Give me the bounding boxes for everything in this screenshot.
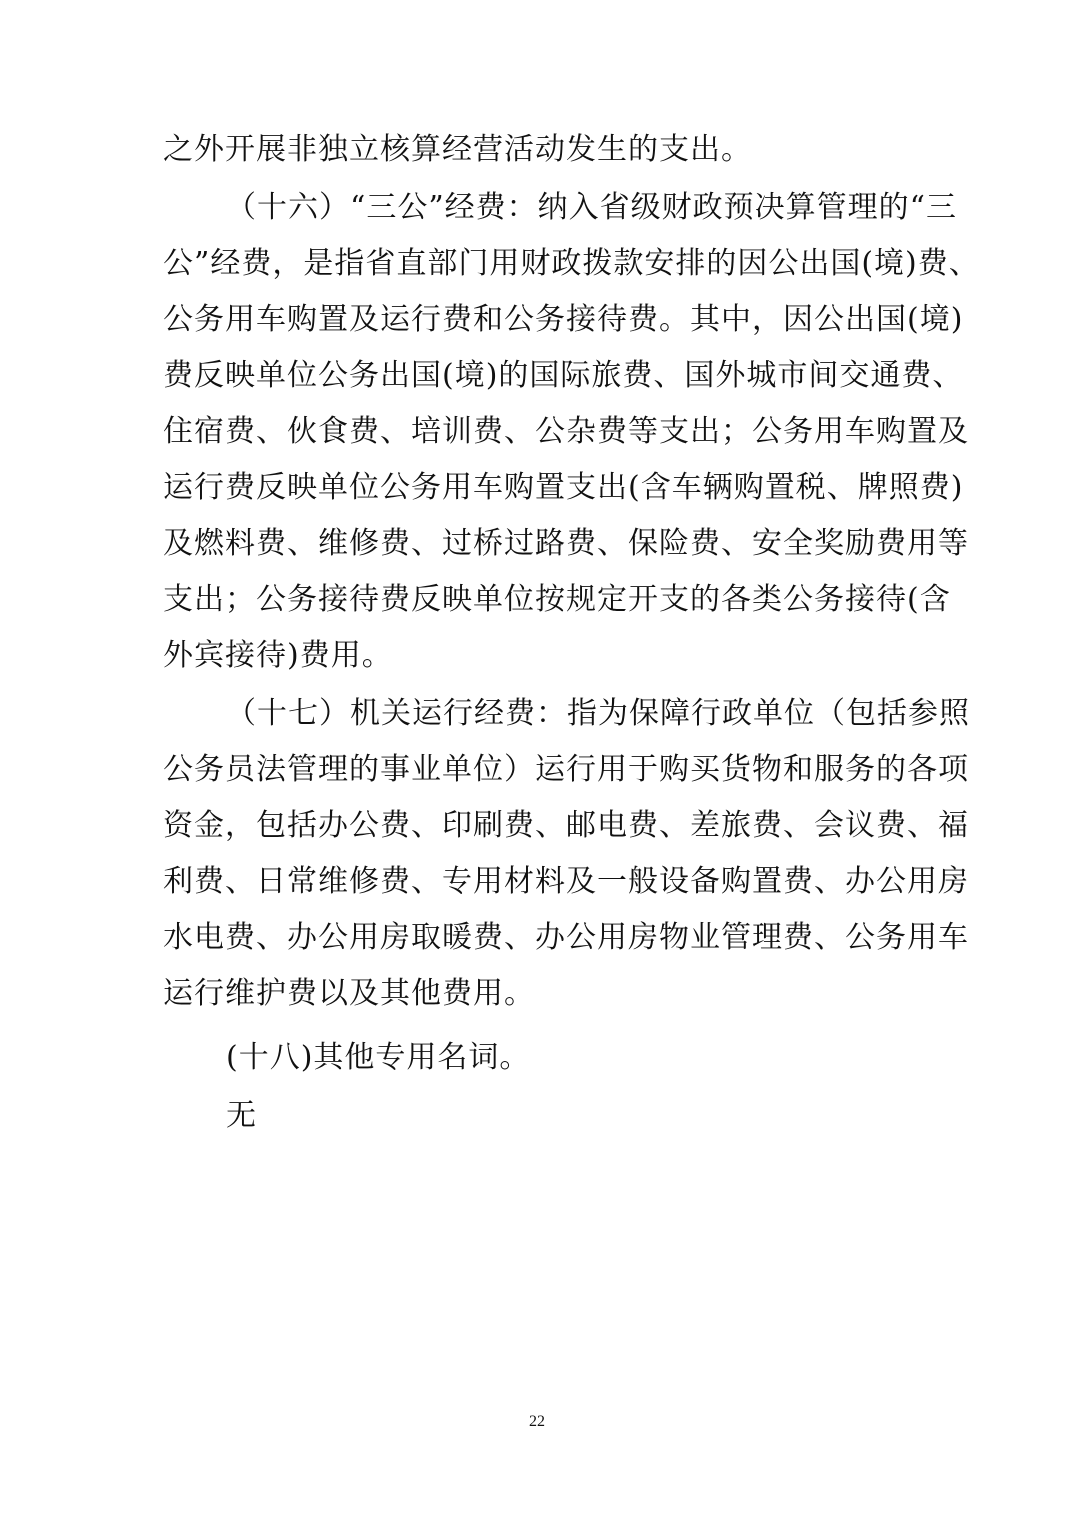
page-number: 22 [529,1413,545,1430]
text-line: 及燃料费、维修费、过桥过路费、保险费、安全奖励费用等 [163,526,969,561]
text-line: 无 [226,1098,257,1133]
text-line: 运行费反映单位公务用车购置支出(含车辆购置税、牌照费) [163,470,964,505]
text-line: 利费、日常维修费、专用材料及一般设备购置费、办公用房 [163,864,969,899]
text-line: 外宾接待)费用。 [163,638,393,673]
text-line: 公务员法管理的事业单位）运行用于购买货物和服务的各项 [163,752,969,787]
text-line: 支出；公务接待费反映单位按规定开支的各类公务接待(含 [163,582,951,617]
text-line: 之外开展非独立核算经营活动发生的支出。 [163,132,752,167]
paragraph-17-heading: （十七）机关运行经费：指为保障行政单位（包括参照 [226,696,970,731]
text-line: 公务用车购置及运行费和公务接待费。其中，因公出国(境) [163,302,964,337]
text-line: 住宿费、伙食费、培训费、公杂费等支出；公务用车购置及 [163,414,969,449]
text-line: 运行维护费以及其他费用。 [163,976,535,1011]
paragraph-18-heading: (十八)其他专用名词。 [226,1040,531,1075]
paragraph-16-heading: （十六）“三公”经费：纳入省级财政预决算管理的“三 [226,190,958,225]
text-line: 资金，包括办公费、印刷费、邮电费、差旅费、会议费、福 [163,808,969,843]
text-line: 费反映单位公务出国(境)的国际旅费、国外城市间交通费、 [163,358,964,393]
text-line: 公”经费，是指省直部门用财政拨款安排的因公出国(境)费、 [163,246,980,281]
text-line: 水电费、办公用房取暖费、办公用房物业管理费、公务用车 [163,920,969,955]
